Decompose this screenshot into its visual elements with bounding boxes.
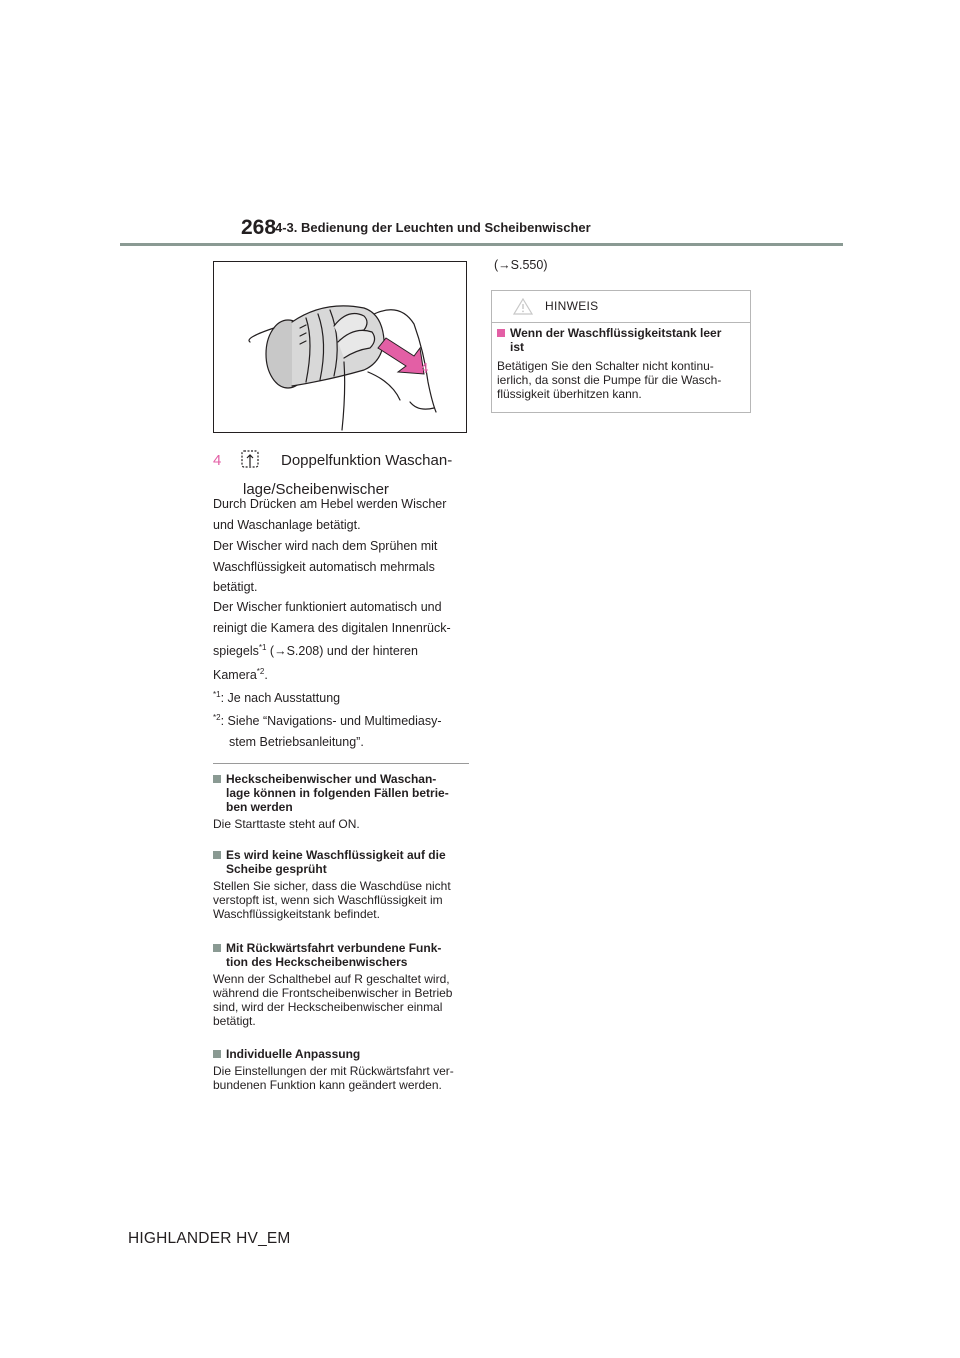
text-line: Waschflüssigkeit automatisch mehrmals — [213, 559, 435, 574]
section-heading: Mit Rückwärtsfahrt verbundene Funk- tion des Heckscheibenwischers — [213, 941, 473, 969]
page-number: 268 — [241, 216, 277, 239]
cross-reference: (→S.208) und der hinteren — [266, 644, 418, 659]
footnote-mark: *2 — [213, 713, 221, 722]
bullet-square-icon — [497, 329, 505, 337]
chapter-title: 4-3. Bedienung der Leuchten und Scheibenwischer — [275, 220, 591, 235]
section-body: Die Starttaste steht auf ON. — [213, 817, 360, 831]
bullet-square-icon — [213, 1050, 221, 1058]
bullet-square-icon — [213, 775, 221, 783]
info-section — [213, 772, 473, 831]
notice-heading: Wenn der Waschflüssigkeitstank leer ist — [497, 326, 743, 354]
info-section — [213, 848, 473, 921]
warning-triangle-icon — [513, 298, 533, 315]
header-rule — [120, 243, 843, 246]
section-body: Stellen Sie sicher, dass die Waschdüse nicht verstopft ist, wenn sich Waschflüssigkeit im Waschflüssigkeitstank befindet. — [213, 879, 451, 921]
info-section — [213, 1047, 473, 1092]
footnote-ref: *2 — [256, 666, 265, 676]
notice-box — [491, 290, 751, 413]
section-heading: Heckscheibenwischer und Waschan- lage können in folgenden Fällen betrie- ben werden — [213, 772, 473, 814]
step-title-line1: Doppelfunktion Waschan- — [281, 452, 453, 469]
text-line: und Waschanlage betätigt. — [213, 517, 361, 532]
notice-text: Betätigen Sie den Schalter nicht kontinu- ierlich, da sonst die Pumpe für die Wasch- flüssigkeit überhitzen kann. — [497, 359, 722, 401]
description-p2 — [213, 536, 471, 598]
text-span: . — [264, 667, 268, 682]
notice-title: HINWEIS — [545, 299, 599, 313]
model-footer: HIGHLANDER HV_EM — [128, 1230, 291, 1247]
text-line: reinigt die Kamera des digitalen Innenrück- — [213, 620, 451, 635]
footnote-text: stem Betriebsanleitung”. — [229, 735, 364, 750]
section-heading: Es wird keine Waschflüssigkeit auf die Scheibe gesprüht — [213, 848, 473, 876]
text-line: Der Wischer funktioniert automatisch und — [213, 600, 442, 614]
text-line: Der Wischer wird nach dem Sprühen mit — [213, 539, 438, 553]
callout-label: 4 — [420, 360, 429, 377]
hand-lever-drawing — [214, 262, 466, 432]
text-span: Kamera — [213, 667, 257, 682]
notice-content — [497, 326, 743, 401]
footnote-text: Je nach Ausstattung — [227, 691, 341, 706]
step-number: 4 — [213, 452, 222, 469]
info-section — [213, 941, 473, 1028]
section-body: Wenn der Schalthebel auf R geschaltet wird, während die Frontscheibenwischer in Betrieb sind, wird der Heckscheibenwischer einmal betätigt. — [213, 972, 453, 1028]
text-span: spiegels — [213, 644, 259, 659]
text-line: Durch Drücken am Hebel werden Wischer — [213, 497, 447, 511]
wiper-lever-illustration — [213, 261, 467, 433]
text-line: betätigt. — [213, 580, 258, 595]
bullet-square-icon — [213, 944, 221, 952]
section-divider — [213, 763, 469, 764]
bullet-square-icon — [213, 851, 221, 859]
section-body: Die Einstellungen der mit Rückwärtsfahrt ver- bundenen Funktion kann geändert werden. — [213, 1064, 454, 1092]
footnote-mark: *1 — [213, 690, 221, 699]
cross-reference: (→S.550) — [494, 258, 548, 272]
footnote-ref: *1 — [258, 643, 267, 653]
section-heading: Individuelle Anpassung — [213, 1047, 473, 1061]
description-p3 — [213, 597, 471, 685]
footnote-text: Siehe “Navigations- und Multimediasy- — [227, 714, 442, 729]
footnote-2: $^{*2}$: Siehe “Navigations- und Multimediasy- stem Betriebsanleitung”. — [213, 707, 471, 753]
notice-header — [492, 291, 750, 323]
description-p1 — [213, 494, 471, 535]
rear-washer-icon — [241, 450, 259, 468]
step-title-line2: lage/Scheibenwischer — [243, 481, 389, 498]
footnote-1: $^{*1}$: Je nach Ausstattung — [213, 690, 341, 706]
